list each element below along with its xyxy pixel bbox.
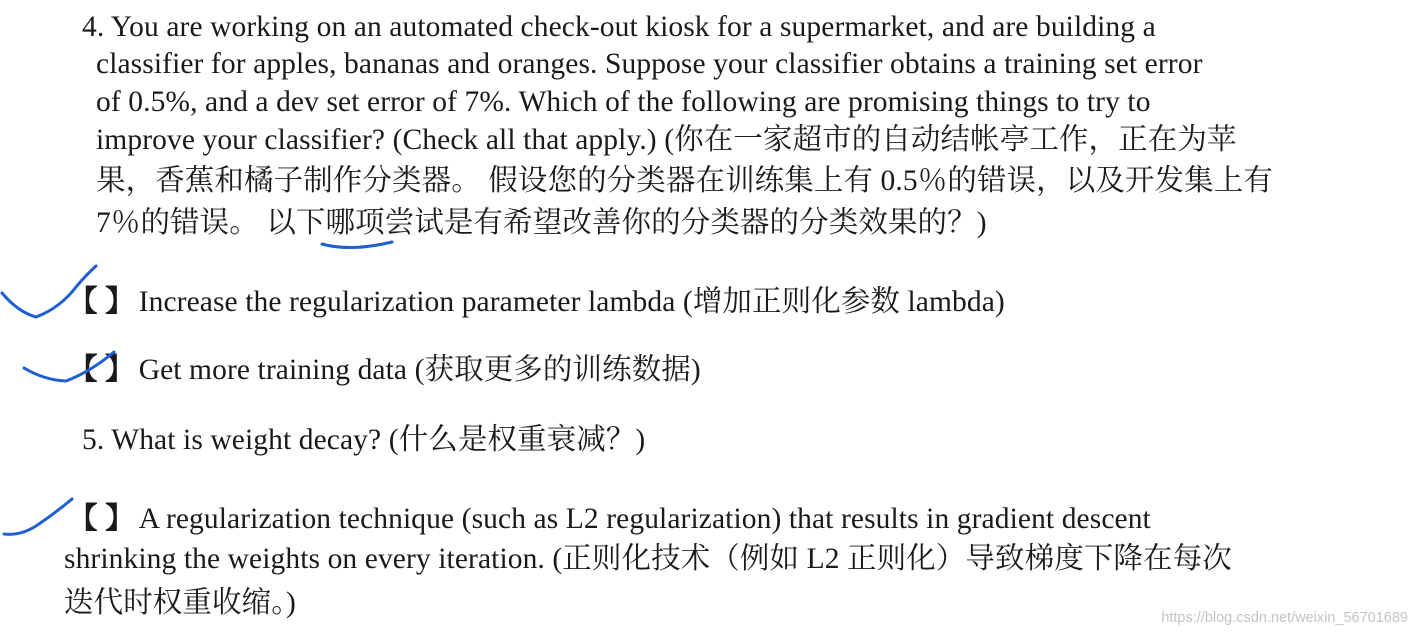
option-text: Increase the regularization parameter lambda (增加正则化参数 lambda) — [138, 286, 1005, 318]
q5-option-1-line-3: 迭代时权重收缩。) — [64, 587, 296, 619]
question-4-line-2: classifier for apples, bananas and oranges. Suppose your classifier obtains a training set error — [96, 48, 1203, 80]
q5-option-1-line-1 — [68, 500, 1151, 538]
question-4-line-4: improve your classifier? (Check all that apply.) (你在一家超市的自动结帐亭工作，正在为苹 — [96, 124, 1237, 156]
question-4-line-3: of 0.5%, and a dev set error of 7%. Which of the following are promising things to try to — [96, 86, 1151, 118]
watermark: https://blog.csdn.net/weixin_56701689 — [1161, 610, 1408, 626]
checkmark-q5-option — [4, 499, 72, 534]
option-checkbox-bracket[interactable]: 【 】 — [68, 286, 135, 318]
option-text: Get more training data (获取更多的训练数据) — [138, 354, 701, 386]
question-4-line-1: 4. You are working on an automated check-out kiosk for a supermarket, and are building a — [82, 11, 1156, 43]
q4-option-1[interactable] — [68, 283, 1005, 321]
option-text: A regularization technique (such as L2 regularization) that results in gradient descent — [138, 503, 1151, 535]
question-4-line-6: 7％的错误。 以下哪项尝试是有希望改善你的分类器的分类效果的？) — [96, 207, 987, 239]
underline-mark — [322, 242, 392, 248]
q4-option-2[interactable] — [68, 351, 701, 389]
question-4-line-5: 果，香蕉和橘子制作分类器。 假设您的分类器在训练集上有 0.5％的错误，以及开发集上有 — [96, 165, 1273, 197]
option-checkbox-bracket[interactable]: 【 】 — [68, 354, 135, 386]
question-5-title: 5. What is weight decay? (什么是权重衰减？) — [82, 424, 646, 456]
q5-option-1-line-2: shrinking the weights on every iteration. (正则化技术（例如 L2 正则化）导致梯度下降在每次 — [64, 543, 1232, 575]
option-checkbox-bracket[interactable]: 【 】 — [68, 503, 135, 535]
